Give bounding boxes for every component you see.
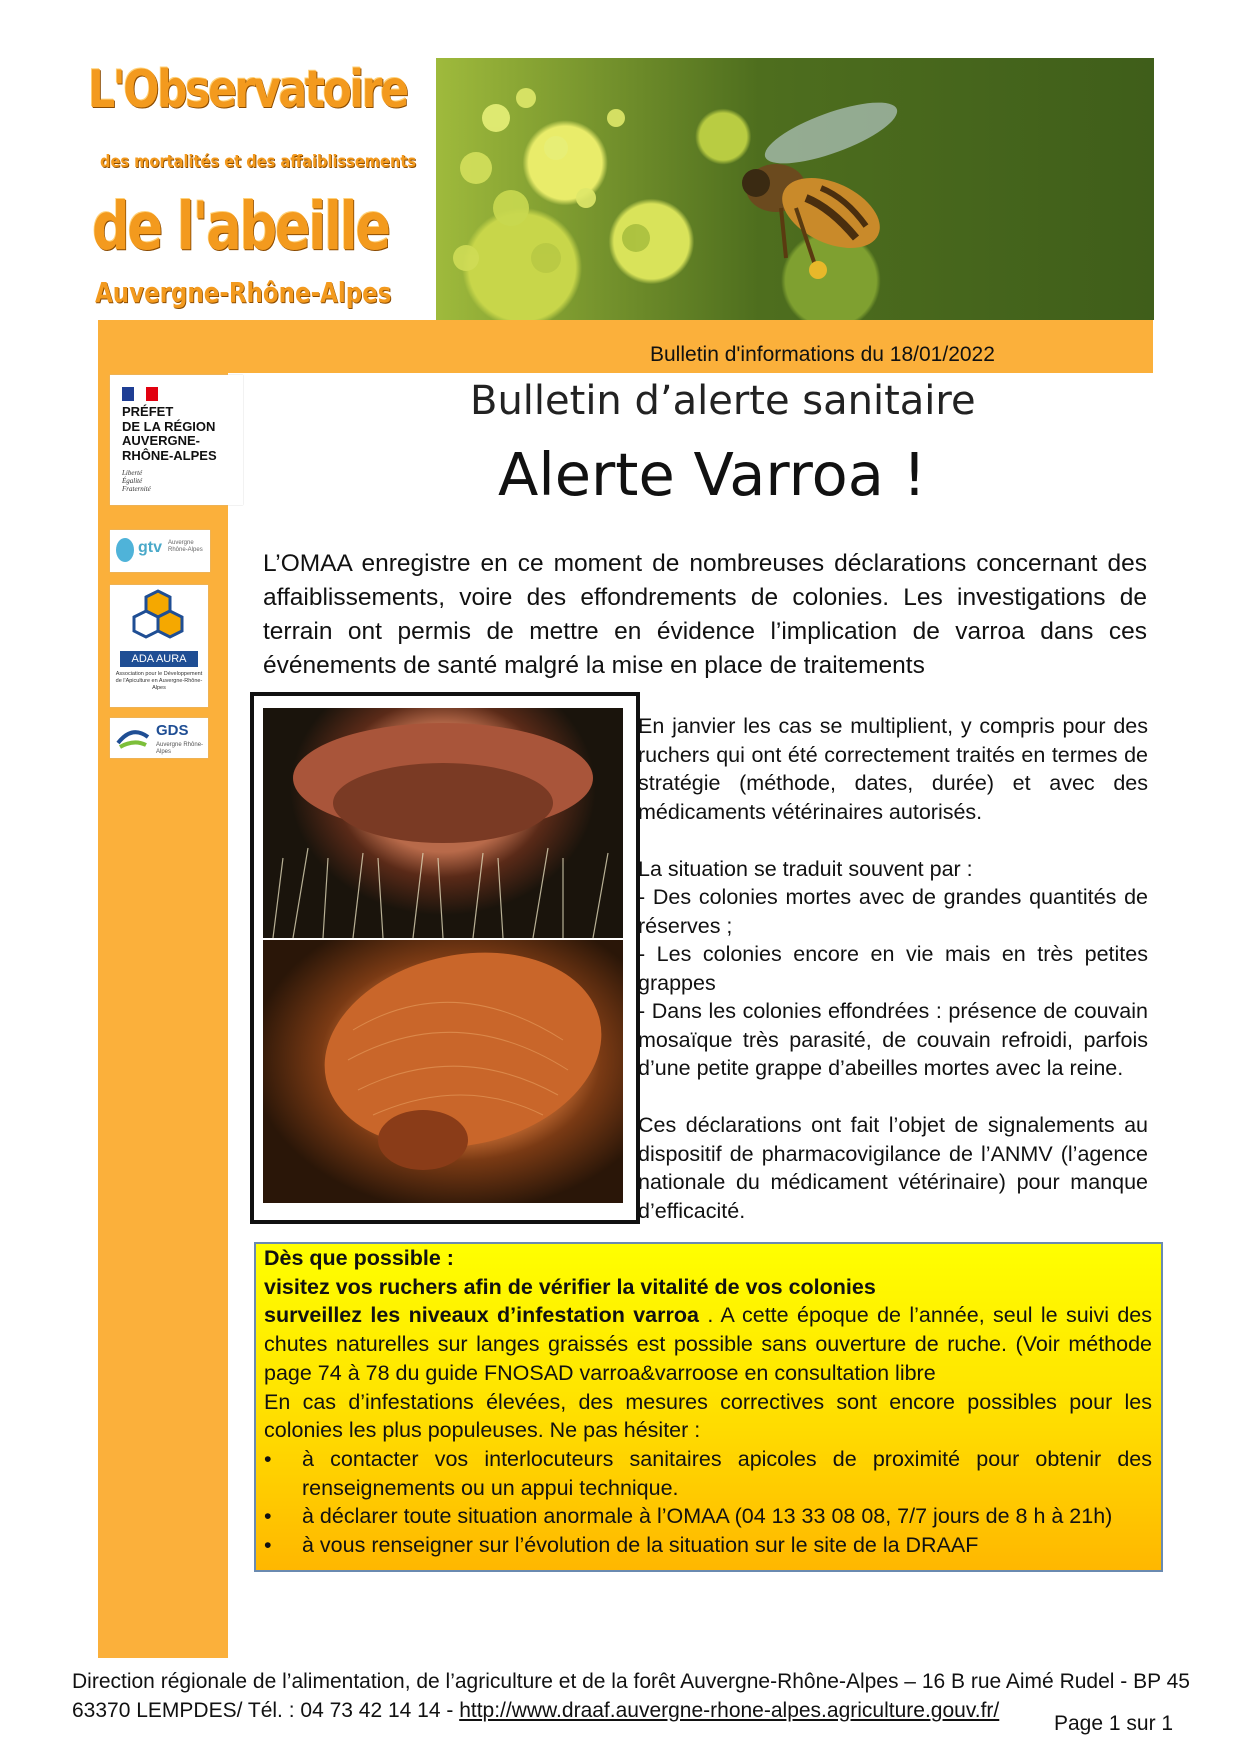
footer-address: Direction régionale de l’alimentation, de l’agriculture et de la forêt Auvergne-Rhône-Alpes – 16 B rue Aimé Rudel - BP 45 bbox=[72, 1670, 1190, 1693]
gds-sub: Auvergne Rhône-Alpes bbox=[156, 742, 204, 755]
logo-line-observatoire: L'Observatoire bbox=[88, 60, 407, 120]
situation-item: - Les colonies encore en vie mais en très petites grappes bbox=[638, 942, 1148, 995]
prefet-line4: RHÔNE-ALPES bbox=[122, 447, 217, 463]
action-heading: Dès que possible : bbox=[264, 1246, 454, 1270]
action-bullet bbox=[264, 1445, 1152, 1502]
prefet-motto2: Égalité bbox=[122, 477, 143, 485]
footer-contact bbox=[72, 1699, 999, 1723]
prefet-line3: AUVERGNE- bbox=[122, 433, 201, 448]
action-line3: En cas d’infestations élevées, des mesures correctives sont encore possibles pour les colonies les plus populeuses. Ne pas hésiter : bbox=[264, 1389, 1152, 1443]
gds-logo bbox=[110, 718, 208, 758]
situation-item: - Des colonies mortes avec de grandes quantités de réserves ; bbox=[638, 885, 1148, 938]
frame-left-band bbox=[98, 318, 228, 1658]
logo-line-mortalites: des mortalités et des affaiblissements bbox=[100, 152, 417, 172]
gtv-sub: Auvergne Rhône-Alpes bbox=[168, 540, 203, 553]
prefet-motto1: Liberté bbox=[122, 469, 143, 477]
action-bullet bbox=[264, 1531, 1152, 1560]
action-bullet-text: à vous renseigner sur l’évolution de la situation sur le site de la DRAAF bbox=[302, 1533, 979, 1558]
situation-p1: En janvier les cas se multiplient, y compris pour des ruchers qui ont été correctement traités en termes de stratégie (méthode, dates, durée) et avec des médicaments vétérinaires autorisés. bbox=[638, 714, 1148, 824]
bee-illustration bbox=[436, 58, 1154, 320]
gtv-logo bbox=[110, 530, 210, 572]
bullet-icon: • bbox=[264, 1446, 272, 1471]
logo-line-region: Auvergne-Rhône-Alpes bbox=[95, 276, 392, 309]
gtv-name: gtv bbox=[138, 539, 162, 556]
action-line2 bbox=[264, 1301, 1152, 1387]
gtv-leaf-icon bbox=[116, 538, 134, 562]
action-bullet-text: à déclarer toute situation anormale à l’OMAA (04 13 33 08 08, 7/7 jours de 8 h à 21h) bbox=[302, 1504, 1113, 1529]
honeycomb-icon bbox=[110, 589, 208, 649]
varroa-mite-photo-bottom bbox=[263, 940, 623, 1203]
action-line2-rest: . A cette époque de l’année, seul le suivi des chutes naturelles sur langes graissés est possible sans ouverture de ruche. (Voir méthode page 74 à 78 du guide FNOSAD varroa&varroose en consultation libre bbox=[264, 1303, 1152, 1385]
page-title: Alerte Varroa ! bbox=[498, 440, 927, 509]
action-text bbox=[264, 1244, 1152, 1560]
prefet-line1: PRÉFET bbox=[122, 404, 174, 419]
bulletin-date: Bulletin d'informations du 18/01/2022 bbox=[650, 343, 995, 366]
action-bullet bbox=[264, 1502, 1152, 1531]
ada-aura-logo bbox=[110, 585, 208, 707]
prefet-motto3: Fraternité bbox=[122, 485, 151, 493]
draaf-website-link[interactable]: http://www.draaf.auvergne-rhone-alpes.agriculture.gouv.fr/ bbox=[459, 1699, 1000, 1722]
bullet-icon: • bbox=[264, 1504, 272, 1529]
mite-bottom-illustration bbox=[263, 940, 623, 1203]
bullet-icon: • bbox=[264, 1533, 272, 1558]
situation-text bbox=[638, 712, 1148, 1225]
bee-flower-photo bbox=[436, 58, 1154, 320]
mite-top-illustration bbox=[263, 708, 623, 938]
page-number: Page 1 sur 1 bbox=[1054, 1712, 1174, 1735]
action-line2-bold: surveillez les niveaux d’infestation varroa bbox=[264, 1303, 699, 1328]
action-line1: visitez vos ruchers afin de vérifier la vitalité de vos colonies bbox=[264, 1274, 876, 1299]
action-bullet-text: à contacter vos interlocuteurs sanitaires apicoles de proximité pour obtenir des renseignements ou un appui technique. bbox=[302, 1446, 1152, 1500]
prefet-line2: DE LA RÉGION bbox=[122, 418, 216, 434]
situation-item: - Dans les colonies effondrées : présence de couvain mosaïque très parasité, de couvain refroidi, parfois d’une petite grappe d’abeilles mortes avec la reine. bbox=[638, 999, 1148, 1080]
varroa-mite-photo-top bbox=[263, 708, 623, 938]
frame-inner-curve bbox=[228, 373, 348, 493]
prefet-region-logo bbox=[110, 375, 243, 505]
ada-name: ADA AURA bbox=[120, 651, 198, 667]
intro-paragraph: L’OMAA enregistre en ce moment de nombreuses déclarations concernant des affaiblissements, voire des effondrements de colonies. Les investigations de terrain ont permis de mettre en évidence l’implication de varroa dans ces événements de santé malgré la mise en place de traitements bbox=[263, 550, 1147, 679]
situation-intro: La situation se traduit souvent par : bbox=[638, 856, 973, 881]
gds-swirl-icon bbox=[114, 723, 150, 753]
page-subtitle: Bulletin d’alerte sanitaire bbox=[470, 378, 976, 424]
ada-sub: Association pour le Développement de l'Apiculture en Auvergne-Rhône-Alpes bbox=[115, 671, 203, 691]
footer-phone: 63370 LEMPDES/ Tél. : 04 73 42 14 14 - bbox=[72, 1699, 460, 1722]
logo-line-abeille: de l'abeille bbox=[92, 188, 389, 265]
situation-p3: Ces déclarations ont fait l’objet de signalements au dispositif de pharmacovigilance de l’ANMV (l’agence nationale du médicament vétérinaire) pour manque d’efficacité. bbox=[638, 1113, 1148, 1223]
gds-name: GDS bbox=[156, 722, 189, 739]
